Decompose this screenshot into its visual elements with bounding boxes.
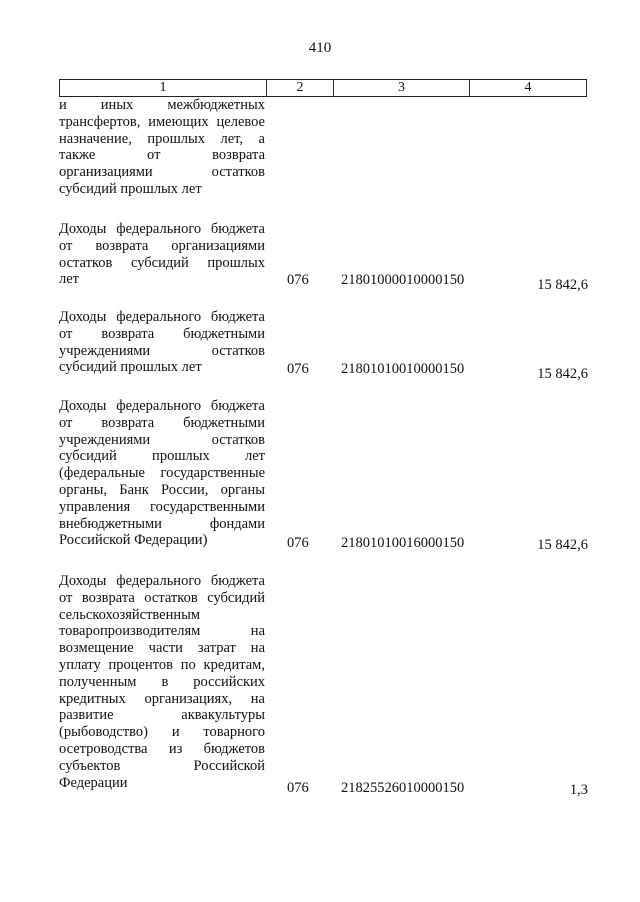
description-line: Доходы федерального бюджета [59, 573, 265, 589]
row-kbk: 21801010010000150 [341, 361, 465, 377]
row-amount: 15 842,6 [537, 537, 588, 553]
description-line: субъектов Российской [59, 757, 265, 774]
row-kbk: 21801010016000150 [341, 535, 465, 551]
description-line: субсидий прошлых лет [59, 448, 265, 465]
description-line: учреждениями остатков [59, 342, 265, 359]
row-kbk: 21801000010000150 [341, 272, 465, 288]
description-line: Доходы федерального бюджета [59, 221, 265, 237]
description-line: полученным в российских [59, 673, 265, 690]
description-line: и иных межбюджетных [59, 97, 265, 113]
description-line: возмещение части затрат на [59, 640, 265, 657]
row-code: 076 [287, 361, 309, 377]
description-line: кредитных организациях, на [59, 690, 265, 707]
description-line: Российской Федерации) [59, 532, 208, 549]
table-header-col-4: 4 [524, 80, 532, 95]
row-amount: 15 842,6 [537, 277, 588, 293]
row-code: 076 [287, 535, 309, 551]
description-line: также от возврата [59, 147, 265, 164]
row-amount: 15 842,6 [537, 366, 588, 382]
description-line: управления государственными [59, 498, 265, 515]
description-line: лет [59, 271, 80, 288]
page-number: 410 [308, 40, 332, 56]
description-line: учреждениями остатков [59, 431, 265, 448]
row-description [59, 97, 265, 198]
row-code: 076 [287, 272, 309, 288]
row-description [59, 398, 265, 549]
table-header-col-3: 3 [334, 80, 470, 96]
description-line: (федеральные государственные [59, 465, 265, 482]
description-line: осетроводства из бюджетов [59, 740, 265, 757]
description-line: от возврата бюджетными [59, 325, 265, 342]
description-line: органы, Банк России, органы [59, 481, 265, 498]
description-line: товаропроизводителям на [59, 623, 265, 640]
description-line: субсидий прошлых лет [59, 359, 202, 376]
description-line: (рыбоводство) и товарного [59, 724, 265, 741]
description-line: от возврата остатков субсидий [59, 589, 265, 606]
description-line: субсидий прошлых лет [59, 180, 202, 197]
description-line: организациями остатков [59, 164, 265, 181]
description-line: трансфертов, имеющих целевое [59, 113, 265, 130]
description-line: развитие аквакультуры [59, 707, 265, 724]
description-line: остатков субсидий прошлых [59, 254, 265, 271]
description-line: Доходы федерального бюджета [59, 398, 265, 414]
row-kbk: 21825526010000150 [341, 780, 465, 796]
row-description [59, 309, 265, 376]
description-line: сельскохозяйственным [59, 606, 201, 623]
description-line: Доходы федерального бюджета [59, 309, 265, 325]
description-line: уплату процентов по кредитам, [59, 656, 265, 673]
table-header-col-1: 1 [60, 80, 267, 96]
description-line: от возврата бюджетными [59, 414, 265, 431]
row-description [59, 221, 265, 288]
description-line: Федерации [59, 774, 128, 791]
row-code: 076 [287, 780, 309, 796]
description-line: внебюджетными фондами [59, 515, 265, 532]
description-line: от возврата организациями [59, 237, 265, 254]
description-line: назначение, прошлых лет, а [59, 130, 265, 147]
row-description [59, 573, 265, 791]
table-header-col-2: 2 [267, 80, 334, 96]
table-header [59, 79, 587, 97]
row-amount: 1,3 [569, 782, 588, 798]
